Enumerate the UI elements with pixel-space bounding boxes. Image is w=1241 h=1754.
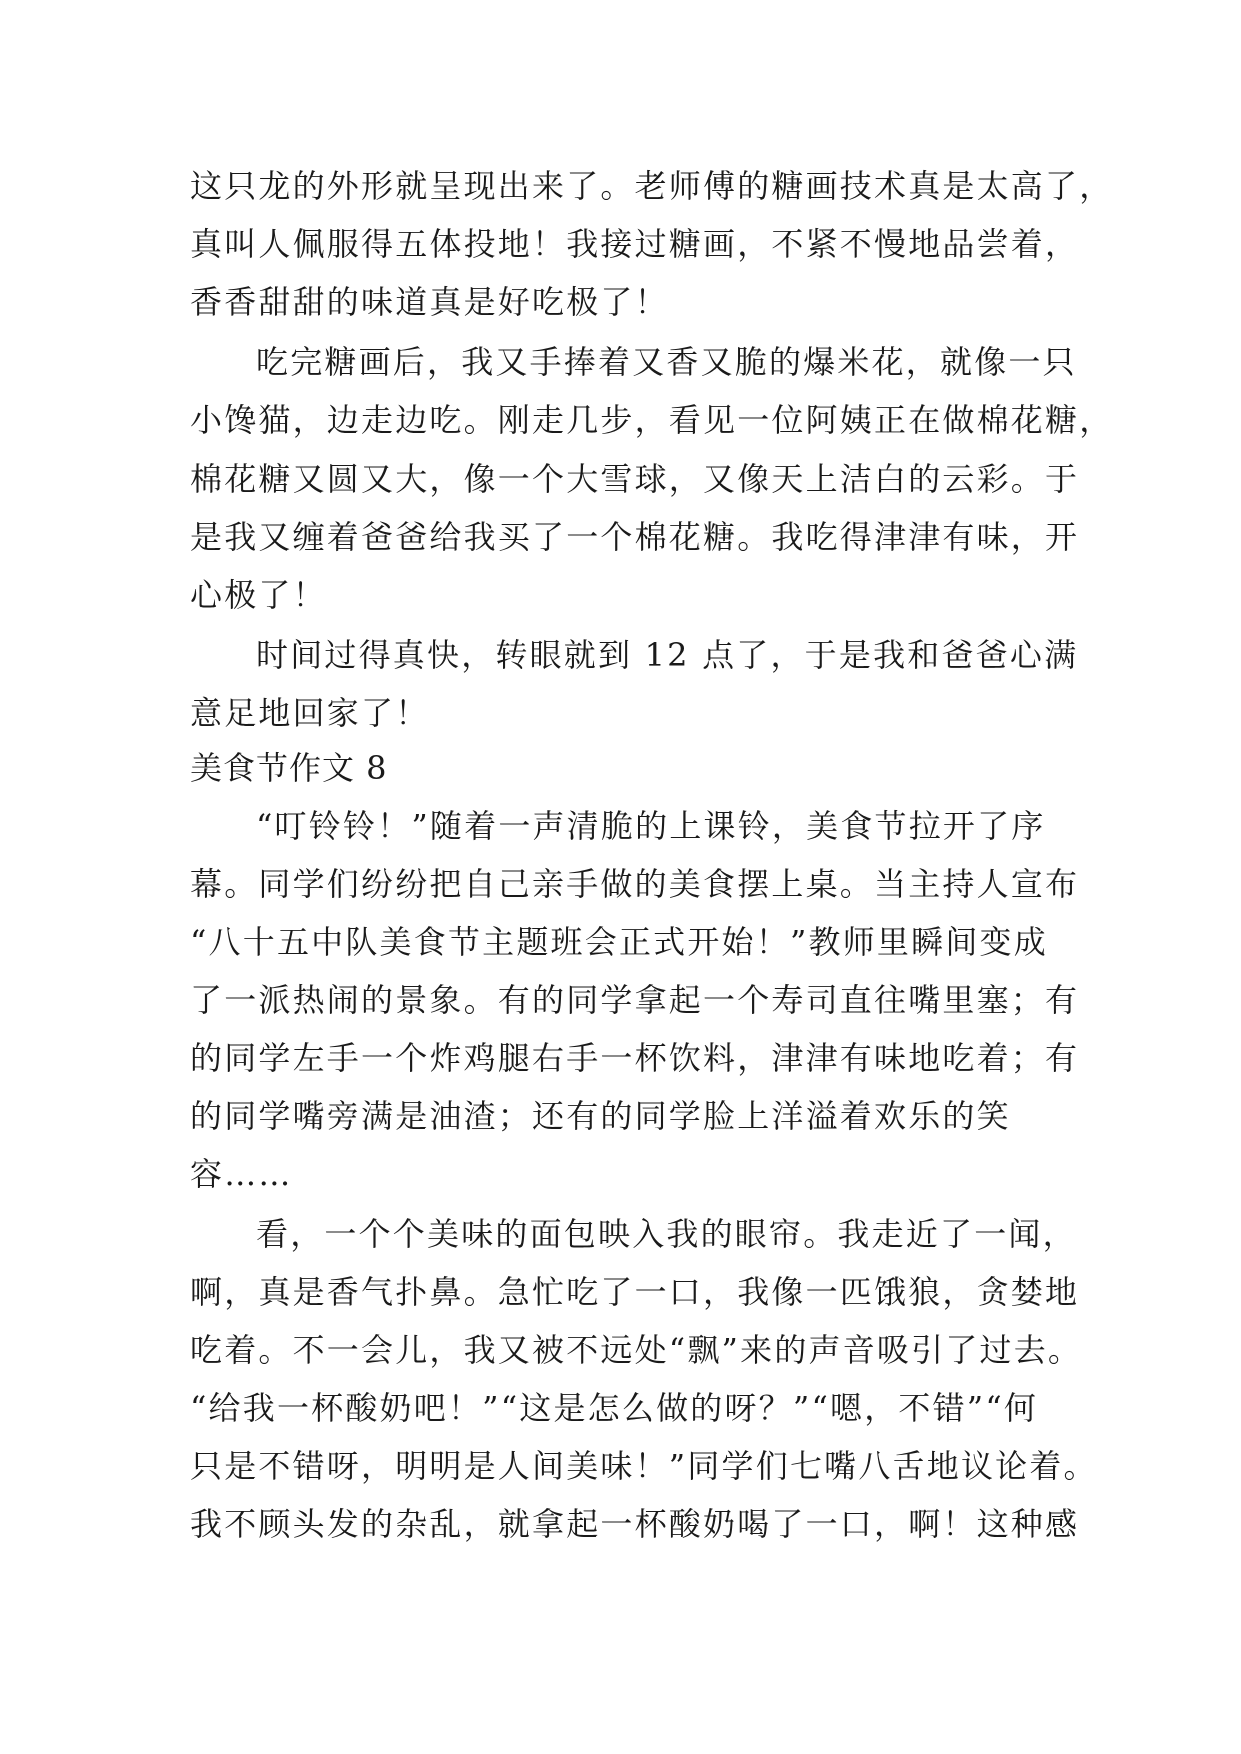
text-line: 我不顾头发的杂乱，就拿起一杯酸奶喝了一口，啊！这种感 (190, 1505, 1080, 1543)
section-heading: 美食节作文 8 (190, 749, 388, 787)
text-line: 的同学嘴旁满是油渣；还有的同学脸上洋溢着欢乐的笑 (190, 1097, 1011, 1135)
text-line: 啊，真是香气扑鼻。急忙吃了一口，我像一匹饿狼，贪婪地 (190, 1273, 1080, 1311)
text-line: 了一派热闹的景象。有的同学拿起一个寿司直往嘴里塞；有 (190, 981, 1080, 1019)
text-line: 只是不错呀，明明是人间美味！”同学们七嘴八舌地议论着。 (190, 1447, 1098, 1485)
text-line: 幕。同学们纷纷把自己亲手做的美食摆上桌。当主持人宣布 (190, 865, 1080, 903)
text-line: “八十五中队美食节主题班会正式开始！”教师里瞬间变成 (190, 923, 1048, 961)
text-line: 心极了！ (190, 576, 327, 614)
text-line: 香香甜甜的味道真是好吃极了！ (190, 283, 669, 321)
text-line: 的同学左手一个炸鸡腿右手一杯饮料，津津有味地吃着；有 (190, 1039, 1080, 1077)
text-line: “给我一杯酸奶吧！”“这是怎么做的呀？”“嗯，不错”“何 (190, 1389, 1039, 1427)
text-line: 容…… (190, 1155, 293, 1193)
text-line: 棉花糖又圆又大，像一个大雪球，又像天上洁白的云彩。于 (190, 460, 1080, 498)
text-line: 是我又缠着爸爸给我买了一个棉花糖。我吃得津津有味，开 (190, 518, 1080, 556)
text-line: 吃着。不一会儿，我又被不远处“飘”来的声音吸引了过去。 (190, 1331, 1083, 1369)
text-line: 这只龙的外形就呈现出来了。老师傅的糖画技术真是太高了， (190, 167, 1114, 205)
paragraph-first-line: 时间过得真快，转眼就到 12 点了，于是我和爸爸心满 (256, 636, 1079, 674)
paragraph-first-line: “叮铃铃！”随着一声清脆的上课铃，美食节拉开了序 (256, 807, 1046, 845)
paragraph-first-line: 吃完糖画后，我又手捧着又香又脆的爆米花，就像一只 (256, 343, 1077, 381)
text-line: 意足地回家了！ (190, 694, 430, 732)
text-line: 真叫人佩服得五体投地！我接过糖画，不紧不慢地品尝着， (190, 225, 1080, 263)
text-line: 小馋猫，边走边吃。刚走几步，看见一位阿姨正在做棉花糖， (190, 401, 1114, 439)
paragraph-first-line: 看，一个个美味的面包映入我的眼帘。我走近了一闻， (256, 1215, 1077, 1253)
